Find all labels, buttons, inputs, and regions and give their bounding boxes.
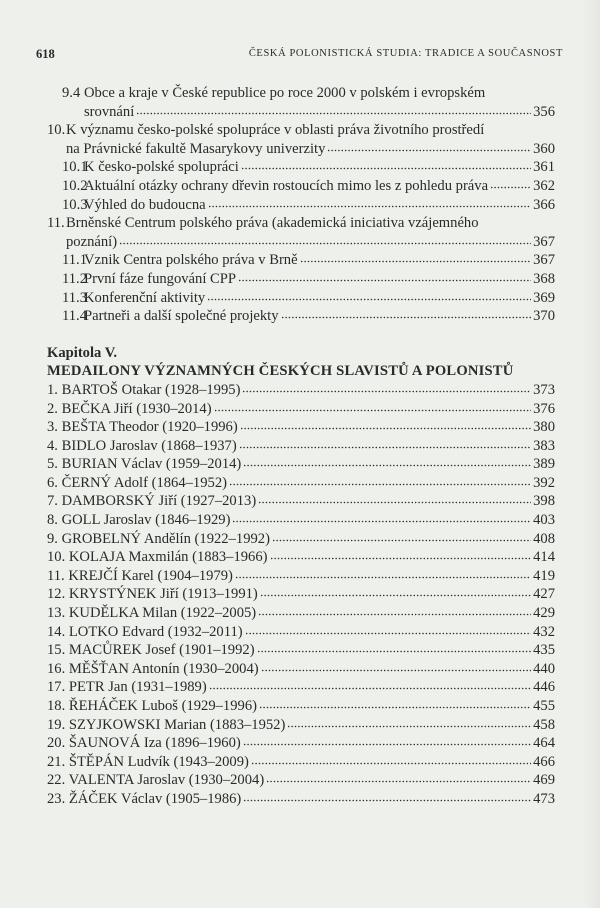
- entry-number: 10.2: [62, 177, 88, 194]
- medallion-entry[interactable]: [47, 660, 555, 679]
- entry-page: 419: [533, 567, 555, 584]
- medallion-entry[interactable]: [47, 567, 555, 586]
- entry-title: 14. LOTKO Edvard (1932–2011): [47, 623, 243, 640]
- chapter-entry-list: [47, 381, 555, 809]
- dot-leader: [251, 762, 531, 766]
- chapter-label: Kapitola V.: [47, 344, 118, 361]
- entry-title: na Právnické fakultě Masarykovy univerzity: [66, 140, 326, 157]
- entry-title: 9. GROBELNÝ Andělín (1922–1992): [47, 530, 270, 547]
- entry-number: 11.4: [62, 308, 87, 325]
- dot-leader: [232, 520, 531, 524]
- entry-page: 380: [533, 419, 555, 436]
- entry-title: poznání): [66, 233, 118, 250]
- toc-entry-row[interactable]: [47, 196, 555, 215]
- dot-leader: [281, 316, 532, 320]
- dot-leader: [259, 706, 531, 710]
- medallion-entry[interactable]: [47, 381, 555, 400]
- entry-page: 361: [533, 159, 555, 176]
- medallion-entry[interactable]: [47, 492, 555, 511]
- entry-title: První fáze fungování CPP: [84, 270, 237, 287]
- entry-number: 11.2: [62, 270, 87, 287]
- entry-title: 4. BIDLO Jaroslav (1868–1937): [47, 437, 237, 454]
- entry-title: 7. DAMBORSKÝ Jiří (1927–2013): [47, 493, 257, 510]
- entry-title: Konferenční aktivity: [84, 289, 206, 306]
- medallion-entry[interactable]: [47, 604, 555, 623]
- dot-leader: [243, 743, 531, 747]
- entry-title: Aktuální otázky ochrany dřevin rostoucích mimo les z pohledu práva: [84, 177, 489, 194]
- dot-leader: [261, 669, 532, 673]
- dot-leader: [266, 780, 531, 784]
- medallion-entry[interactable]: [47, 734, 555, 753]
- toc-entry-row[interactable]: [47, 140, 555, 159]
- toc-entry-row[interactable]: [47, 84, 555, 103]
- toc-entry-row[interactable]: [47, 307, 555, 326]
- dot-leader: [119, 242, 531, 246]
- entry-page: 376: [533, 400, 555, 417]
- entry-number: 10.1: [62, 159, 88, 176]
- chapter-title: MEDAILONY VÝZNAMNÝCH ČESKÝCH SLAVISTŮ A POLONISTŮ: [47, 363, 514, 380]
- toc-entry-row[interactable]: [47, 289, 555, 308]
- chapter-spacer: [47, 326, 555, 344]
- entry-page: 360: [533, 140, 555, 157]
- entry-page: 455: [533, 698, 555, 714]
- page-number: 618: [36, 47, 55, 61]
- entry-page: 373: [533, 381, 555, 398]
- entry-title: Brněnské Centrum polského práva (akademická iniciativa vzájemného: [66, 215, 479, 232]
- entry-page: 403: [533, 512, 555, 529]
- toc-entry-row[interactable]: [47, 233, 555, 252]
- entry-title: 2. BEČKA Jiří (1930–2014): [47, 400, 212, 417]
- medallion-entry[interactable]: [47, 455, 555, 474]
- entry-title: K česko-polské spolupráci: [84, 159, 239, 176]
- entry-title: 23. ŽÁČEK Václav (1905–1986): [47, 790, 242, 807]
- dot-leader: [235, 576, 531, 580]
- entry-page: 466: [533, 753, 555, 770]
- entry-page: 473: [533, 790, 555, 807]
- entry-page: 432: [533, 623, 555, 640]
- entry-page: 389: [533, 456, 555, 473]
- entry-title: Výhled do budoucna: [84, 196, 206, 213]
- medallion-entry[interactable]: [47, 474, 555, 493]
- toc-entry-row[interactable]: [47, 103, 555, 122]
- toc-entry-row[interactable]: [47, 158, 555, 177]
- medallion-entry[interactable]: [47, 400, 555, 419]
- entry-page: 356: [533, 103, 555, 120]
- dot-leader: [214, 409, 532, 413]
- dot-leader: [243, 799, 531, 803]
- entry-number: 9.4: [62, 85, 81, 101]
- entry-page: 383: [533, 437, 555, 454]
- entry-number: 11.: [47, 215, 65, 232]
- table-of-contents: [47, 84, 555, 809]
- medallion-entry[interactable]: [47, 585, 555, 604]
- dot-leader: [272, 539, 531, 543]
- medallion-entry[interactable]: [47, 771, 555, 790]
- entry-page: 408: [533, 530, 555, 547]
- entry-page: 367: [533, 233, 555, 250]
- medallion-entry[interactable]: [47, 697, 555, 716]
- entry-number: 11.3: [62, 289, 87, 306]
- entry-page: 427: [533, 586, 555, 603]
- medallion-entry[interactable]: [47, 678, 555, 697]
- entry-title: 20. ŠAUNOVÁ Iza (1896–1960): [47, 735, 241, 752]
- entry-title: Partneři a další společné projekty: [84, 308, 279, 325]
- entry-page: 435: [533, 642, 555, 659]
- entry-title: srovnání: [84, 103, 135, 120]
- entry-title: 3. BEŠTA Theodor (1920–1996): [47, 419, 238, 436]
- entry-page: 446: [533, 679, 555, 696]
- dot-leader: [490, 186, 531, 190]
- entry-title: 5. BURIAN Václav (1959–2014): [47, 456, 242, 473]
- entry-title: 15. MACŮREK Josef (1901–1992): [47, 642, 255, 659]
- section-list: [47, 84, 555, 326]
- medallion-entry[interactable]: [47, 623, 555, 642]
- toc-entry-row[interactable]: [47, 270, 555, 289]
- dot-leader: [207, 298, 531, 302]
- entry-page: 464: [533, 735, 555, 752]
- toc-entry-row[interactable]: [47, 251, 555, 270]
- dot-leader: [242, 390, 531, 394]
- entry-page: 429: [533, 605, 555, 622]
- medallion-entry[interactable]: [47, 790, 555, 809]
- medallion-entry[interactable]: [47, 641, 555, 660]
- dot-leader: [245, 632, 531, 636]
- entry-title: 18. ŘEHÁČEK Luboš (1929–1996): [47, 698, 257, 714]
- entry-page: 369: [533, 289, 555, 306]
- dot-leader: [260, 594, 531, 598]
- entry-title: Vznik Centra polského práva v Brně: [84, 252, 298, 269]
- entry-title: 13. KUDĚLKA Milan (1922–2005): [47, 605, 257, 622]
- medallion-entry[interactable]: [47, 548, 555, 567]
- dot-leader: [270, 557, 532, 561]
- entry-title: 11. KREJČÍ Karel (1904–1979): [47, 567, 233, 584]
- entry-page: 367: [533, 252, 555, 269]
- entry-number: 10.3: [62, 196, 88, 213]
- dot-leader: [258, 613, 531, 617]
- entry-page: 392: [533, 474, 555, 491]
- medallion-entry[interactable]: [47, 511, 555, 530]
- running-title: ČESKÁ POLONISTICKÁ STUDIA: TRADICE A SOUČASNOST: [248, 48, 563, 59]
- dot-leader: [239, 446, 531, 450]
- dot-leader: [327, 149, 531, 153]
- dot-leader: [287, 725, 531, 729]
- dot-leader: [257, 650, 532, 654]
- medallion-entry[interactable]: [47, 437, 555, 456]
- entry-page: 366: [533, 196, 555, 213]
- medallion-entry[interactable]: [47, 418, 555, 437]
- entry-title: 8. GOLL Jaroslav (1846–1929): [47, 512, 231, 529]
- dot-leader: [241, 167, 531, 171]
- entry-title: 17. PETR Jan (1931–1989): [47, 679, 207, 696]
- entry-title: 6. ČERNÝ Adolf (1864–1952): [47, 474, 227, 491]
- entry-title: 12. KRYSTÝNEK Jiří (1913–1991): [47, 586, 258, 603]
- dot-leader: [238, 279, 531, 283]
- dot-leader: [136, 112, 531, 116]
- entry-title: 1. BARTOŠ Otakar (1928–1995): [47, 381, 241, 398]
- entry-title: 16. MĚŠŤAN Antonín (1930–2004): [47, 660, 259, 677]
- medallion-entry[interactable]: [47, 716, 555, 735]
- entry-page: 440: [533, 660, 555, 677]
- entry-page: 458: [533, 716, 555, 733]
- toc-entry-row[interactable]: [47, 121, 555, 140]
- toc-entry-row[interactable]: [47, 214, 555, 233]
- dot-leader: [243, 464, 531, 468]
- entry-page: 469: [533, 772, 555, 789]
- entry-title: 10. KOLAJA Maxmilán (1883–1966): [47, 549, 268, 566]
- entry-page: 414: [533, 549, 555, 566]
- entry-title: 21. ŠTĚPÁN Ludvík (1943–2009): [47, 753, 249, 770]
- medallion-entry[interactable]: [47, 753, 555, 772]
- dot-leader: [208, 205, 532, 209]
- entry-number: 11.1: [62, 252, 87, 269]
- dot-leader: [240, 427, 531, 431]
- dot-leader: [229, 483, 531, 487]
- medallion-entry[interactable]: [47, 530, 555, 549]
- entry-title: K významu česko-polské spolupráce v oblasti práva životního prostředí: [66, 122, 485, 139]
- entry-page: 362: [533, 177, 555, 194]
- dot-leader: [258, 501, 531, 505]
- entry-page: 368: [533, 270, 555, 287]
- dot-leader: [209, 687, 531, 691]
- entry-title: Obce a kraje v České republice po roce 2000 v polském i evropském: [84, 85, 486, 101]
- entry-page: 398: [533, 493, 555, 510]
- page-edge-shadow: [582, 0, 600, 908]
- entry-title: 19. SZYJKOWSKI Marian (1883–1952): [47, 716, 286, 733]
- dot-leader: [300, 260, 532, 264]
- toc-entry-row[interactable]: [47, 177, 555, 196]
- entry-page: 370: [533, 308, 555, 325]
- entry-number: 10.: [47, 122, 66, 139]
- entry-title: 22. VALENTA Jaroslav (1930–2004): [47, 772, 265, 789]
